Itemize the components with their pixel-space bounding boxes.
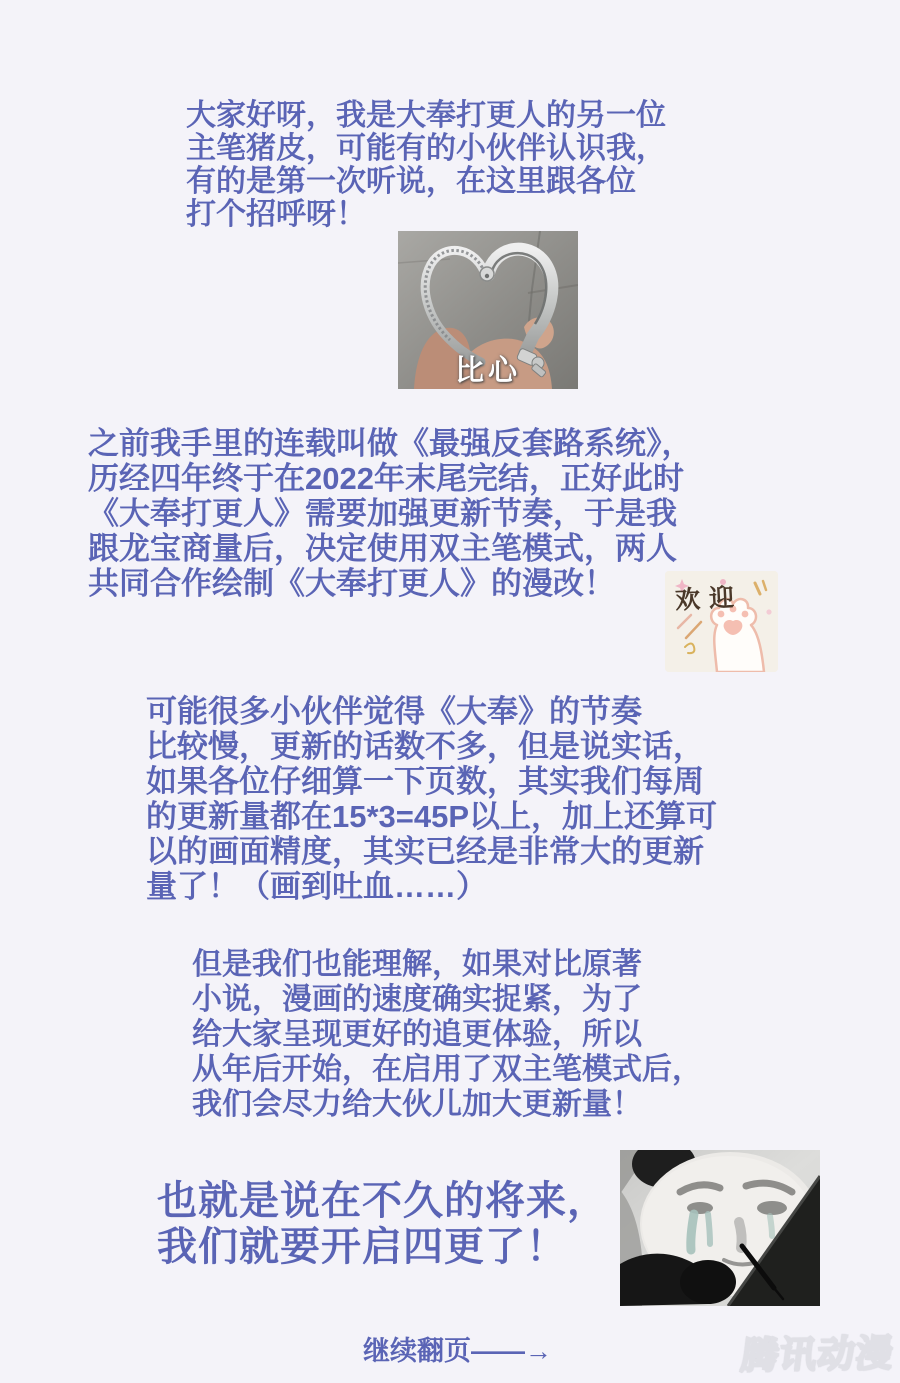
text-line: 的更新量都在15*3=45P以上，加上还算可 — [146, 799, 718, 834]
next-page-hint: 继续翻页——→ — [363, 1336, 552, 1366]
welcome-sticker-text: 欢迎 — [674, 583, 744, 615]
heart-photo-caption: 比心 — [454, 355, 522, 387]
text-line: 可能很多小伙伴觉得《大奉》的节奏 — [146, 694, 642, 729]
understanding-paragraph — [192, 947, 702, 1122]
text-line: 以的画面精度，其实已经是非常大的更新 — [146, 834, 704, 869]
announcement-paragraph — [157, 1178, 608, 1270]
text-line: 之前我手里的连载叫做《最强反套路系统》， — [88, 426, 693, 461]
text-line: 共同合作绘制《大奉打更人》的漫改！ — [88, 566, 615, 601]
crying-panda-illustration — [620, 1150, 820, 1306]
heart-handcuff-photo — [398, 231, 578, 389]
crying-panda-meme-photo — [620, 1150, 820, 1306]
serial-history-paragraph — [88, 426, 693, 601]
update-volume-paragraph — [146, 694, 717, 904]
text-line: 打个招呼呀！ — [186, 198, 366, 231]
text-line: 跟龙宝商量后，决定使用双主笔模式，两人 — [88, 531, 677, 566]
text-line: 如果各位仔细算一下页数，其实我们每周 — [146, 764, 704, 799]
text-line: 大家好呀，我是大奉打更人的另一位 — [186, 99, 666, 132]
text-line: 给大家呈现更好的追更体验，所以 — [192, 1018, 642, 1051]
text-line: 从年后开始，在启用了双主笔模式后， — [192, 1053, 702, 1086]
text-line: 主笔猪皮，可能有的小伙伴认识我， — [186, 132, 666, 165]
text-line: 小说，漫画的速度确实捉紧，为了 — [192, 983, 642, 1016]
text-line: 也就是说在不久的将来， — [157, 1179, 608, 1223]
text-line: 历经四年终于在2022年末尾完结，正好此时 — [88, 461, 684, 496]
text-line: 比较慢，更新的话数不多，但是说实话， — [146, 729, 704, 764]
tencent-comics-watermark: 腾讯动漫 — [738, 1332, 897, 1377]
text-line: 有的是第一次听说，在这里跟各位 — [186, 165, 636, 198]
intro-paragraph — [186, 99, 666, 231]
text-line: 量了！（画到吐血……） — [146, 869, 487, 904]
text-line: 但是我们也能理解，如果对比原著 — [192, 948, 642, 981]
text-line: 《大奉打更人》需要加强更新节奏，于是我 — [88, 496, 677, 531]
welcome-sticker — [665, 571, 778, 672]
text-line: 我们就要开启四更了！ — [157, 1225, 567, 1269]
text-line: 我们会尽力给大伙儿加大更新量！ — [192, 1088, 642, 1121]
